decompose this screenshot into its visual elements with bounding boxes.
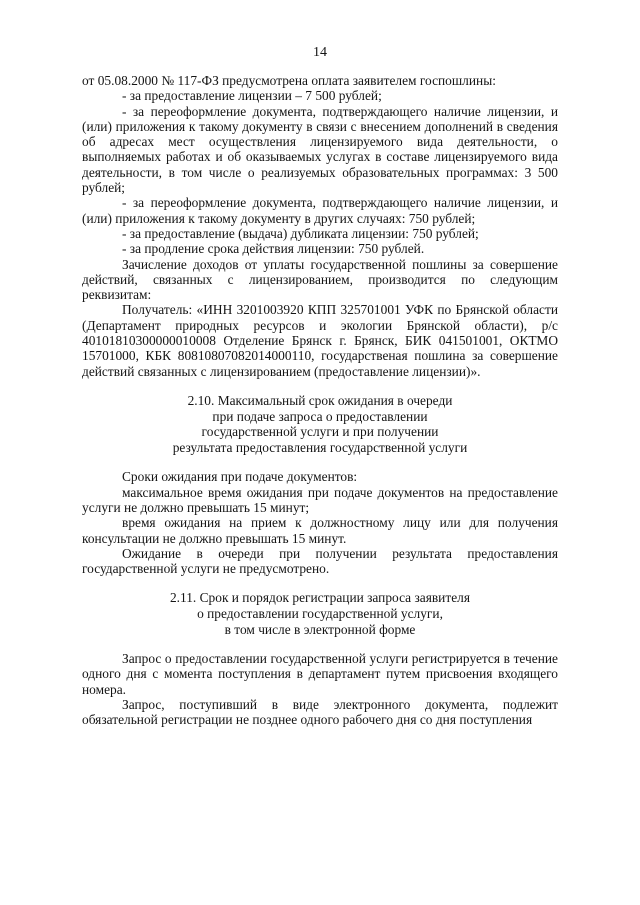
fee-item: - за продление срока действия лицензии: 750 рублей. [122, 241, 425, 257]
paragraph: Сроки ожидания при подаче документов: [122, 469, 358, 485]
section-heading-2-10: 2.10. Максимальный срок ожидания в очереди при подаче запроса о предоставлении государственной услуги и при получении результата предоставления государственной услуги [172, 392, 468, 455]
paragraph: максимальное время ожидания при подаче документов на предоставление услуги не должно превышать 15 минут; [82, 484, 558, 515]
paragraph: Запрос о предоставлении государственной услуги регистрируется в течение одного дня с момента поступления в департамент путем присвоения входящего номера. [82, 651, 558, 697]
fee-item: - за предоставление лицензии – 7 500 рублей; [122, 88, 382, 104]
fee-item: - за переоформление документа, подтверждающего наличие лицензии, и (или) приложения к такому документу в связи с внесением дополнений в сведения об адресах мест осуществления лицензируемого вида деятельности, о выполняемых работах и об оказываемых услугах в составе лицензируемого вида деятельности, в том числе о реализуемых образовательных программах: 3 500 рублей; [82, 103, 558, 196]
page-number: 14 [313, 45, 327, 60]
document-body [82, 73, 558, 728]
paragraph: от 05.08.2000 № 117-ФЗ предусмотрена оплата заявителем госпошлины: [82, 73, 496, 88]
section-heading-2-11: 2.11. Срок и порядок регистрации запроса заявителя о предоставлении государственной услуги, в том числе в электронной форме [169, 590, 470, 637]
paragraph: Ожидание в очереди при получении результата предоставления государственной услуги не предусмотрено. [82, 545, 558, 577]
paragraph: время ожидания на прием к должностному лицу или для получения консультации не должно превышать 15 минут. [82, 515, 558, 546]
fee-item: - за предоставление (выдача) дубликата лицензии: 750 рублей; [122, 225, 479, 241]
fee-item: - за переоформление документа, подтверждающего наличие лицензии, и (или) приложения к такому документу в других случаях: 750 рублей; [82, 195, 558, 226]
paragraph: Зачисление доходов от уплаты государственной пошлины за совершение действий, связанных с лицензированием, производится по следующим реквизитам: [82, 256, 558, 303]
payment-details: Получатель: «ИНН 3201003920 КПП 325701001 УФК по Брянской области (Департамент природных ресурсов и экологии Брянской области), р/с 40101810300000010008 Отделение Брянск г. Брянск, БИК 041501001, ОКТМО 15701000, КБК 80810807082014000110, государственая пошлина за совершение действий связанных с лицензированием (предоставление лицензии)». [82, 302, 558, 379]
paragraph: Запрос, поступивший в виде электронного документа, подлежит обязательной регистрации не позднее одного рабочего дня со дня поступления [82, 697, 558, 728]
